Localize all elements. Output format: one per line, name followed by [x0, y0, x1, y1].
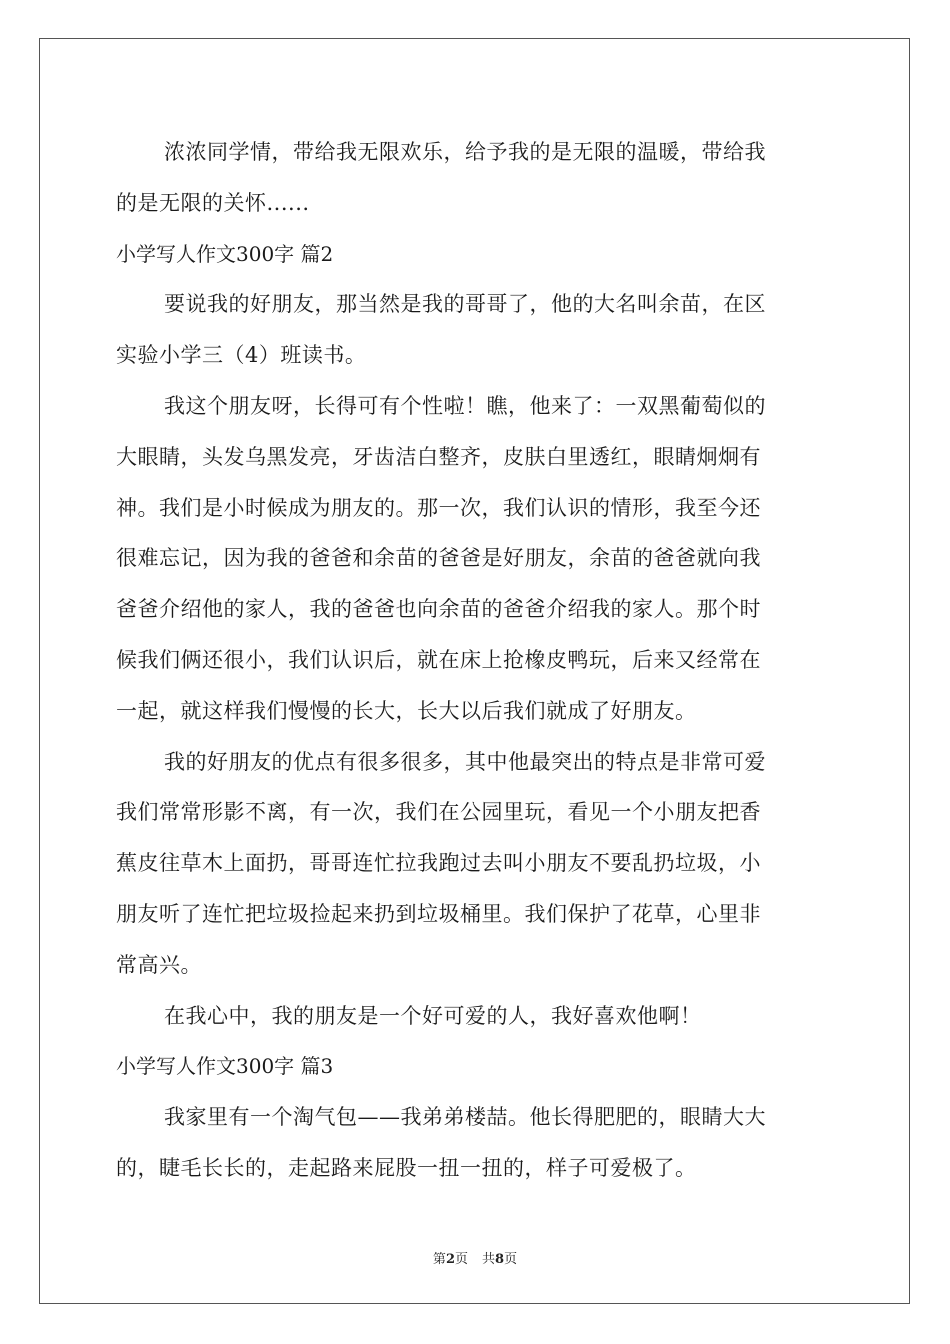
paragraph-line: 在我心中，我的朋友是一个好可爱的人，我好喜欢他啊！: [164, 1003, 702, 1028]
page-footer: [0, 1248, 950, 1267]
paragraph-line: 我这个朋友呀，长得可有个性啦！瞧，他来了：一双黑葡萄似的: [164, 393, 766, 418]
paragraph-line: 大眼睛，头发乌黑发亮，牙齿洁白整齐，皮肤白里透红，眼睛炯炯有: [116, 444, 761, 469]
page-suffix: 页: [454, 1252, 468, 1267]
paragraph-line: 候我们俩还很小，我们认识后，就在床上抢橡皮鸭玩，后来又经常在: [116, 647, 761, 672]
paragraph-line: 我们常常形影不离，有一次，我们在公园里玩，看见一个小朋友把香: [116, 800, 761, 825]
section-heading-3: 小学写人作文300字 篇3: [116, 1054, 334, 1079]
paragraph-line: 浓浓同学情，带给我无限欢乐，给予我的是无限的温暖，带给我: [164, 140, 766, 164]
section-heading-2: 小学写人作文300字 篇2: [116, 241, 334, 266]
paragraph-line: 很难忘记，因为我的爸爸和余苗的爸爸是好朋友，余苗的爸爸就向我: [116, 546, 761, 571]
paragraph-line: 的，睫毛长长的，走起路来屁股一扭一扭的，样子可爱极了。: [116, 1155, 697, 1180]
total-prefix: 共: [482, 1252, 496, 1267]
paragraph-line: 要说我的好朋友，那当然是我的哥哥了，他的大名叫余苗，在区: [164, 292, 766, 317]
document-body: [116, 127, 836, 1194]
paragraph-line: 我的好朋友的优点有很多很多，其中他最突出的特点是非常可爱: [164, 749, 766, 774]
paragraph-line: 朋友听了连忙把垃圾捡起来扔到垃圾桶里。我们保护了花草，心里非: [116, 901, 761, 926]
paragraph-line: 常高兴。: [116, 952, 202, 977]
paragraph-line: 一起，就这样我们慢慢的长大，长大以后我们就成了好朋友。: [116, 698, 697, 723]
paragraph-line: 神。我们是小时候成为朋友的。那一次，我们认识的情形，我至今还: [116, 495, 761, 520]
page-number: 2: [445, 1252, 455, 1267]
paragraph-line: 爸爸介绍他的家人，我的爸爸也向余苗的爸爸介绍我的家人。那个时: [116, 597, 761, 622]
total-suffix: 页: [504, 1252, 518, 1267]
paragraph-line: 我家里有一个淘气包——我弟弟楼喆。他长得肥肥的，眼睛大大: [164, 1105, 766, 1130]
total-pages: 8: [495, 1252, 505, 1267]
paragraph-line: 实验小学三（4）班读书。: [116, 343, 367, 368]
paragraph-line: 蕉皮往草木上面扔，哥哥连忙拉我跑过去叫小朋友不要乱扔垃圾，小: [116, 851, 761, 876]
page-prefix: 第: [432, 1252, 446, 1267]
paragraph-line: 的是无限的关怀......: [116, 190, 310, 215]
